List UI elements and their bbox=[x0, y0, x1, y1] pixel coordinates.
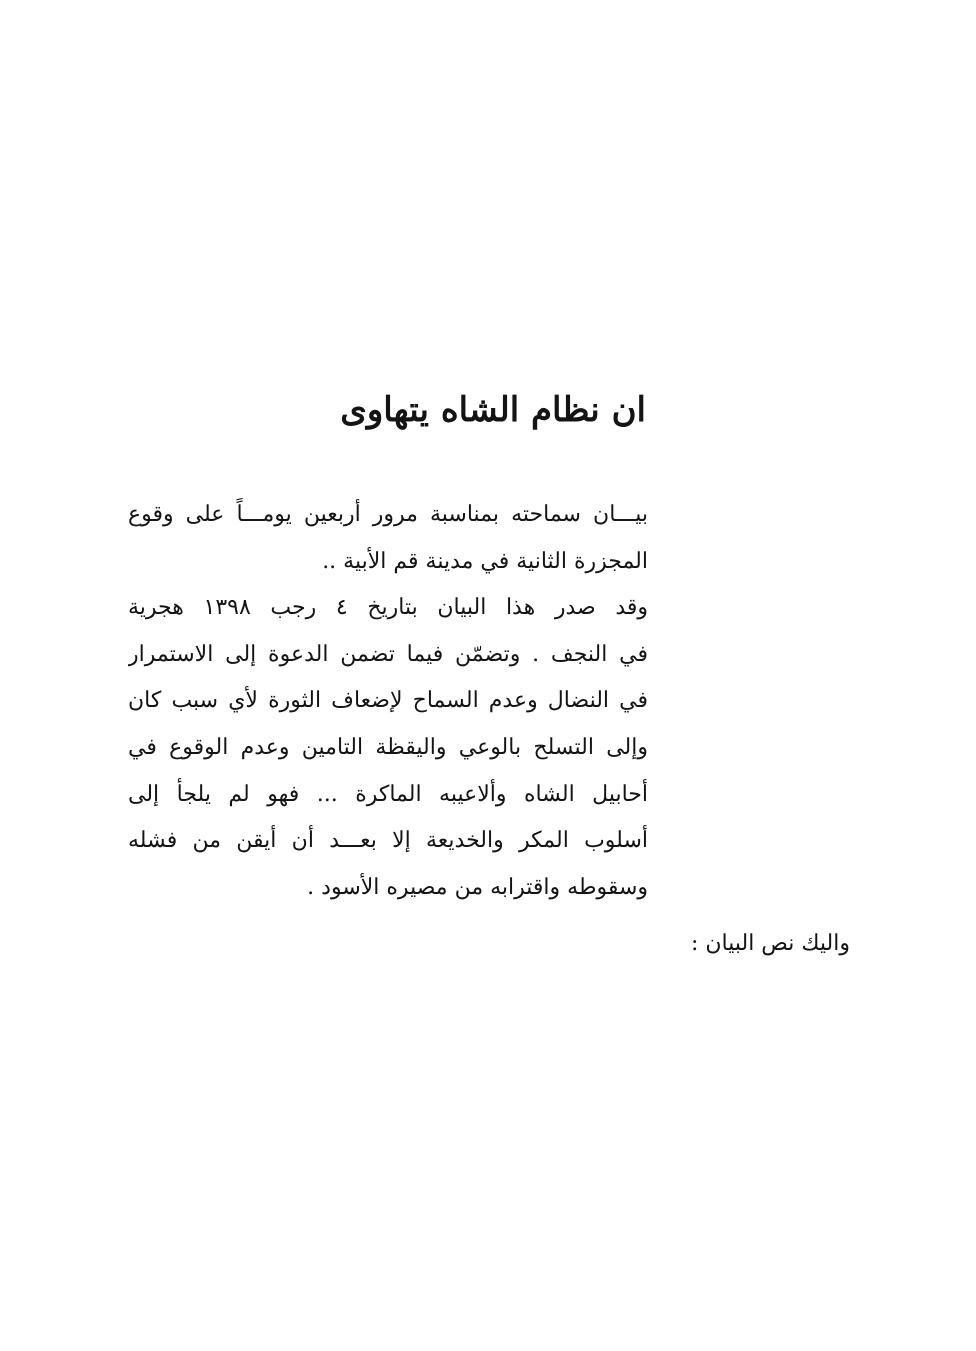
paragraph-line: في النضال وعدم السماح لإضعاف الثورة لأي سبب كان bbox=[128, 688, 648, 714]
page-title: ان نظام الشاه يتهاوى bbox=[340, 390, 646, 430]
paragraph-line: بيـــان سماحته بمناسبة مرور أربعين يومـــاً على وقوع bbox=[128, 502, 648, 527]
paragraph-line: في النجف . وتضمّن فيما تضمن الدعوة إلى الاستمرار bbox=[128, 641, 648, 667]
paragraph-line: وسقوطه واقترابه من مصيره الأسود . bbox=[307, 874, 648, 900]
statement-intro: واليك نص البيان : bbox=[690, 931, 850, 956]
paragraph-line: وقد صدر هذا البيان بتاريخ ٤ رجب ١٣٩٨ هجرية bbox=[128, 595, 648, 621]
paragraph-line: أسلوب المكر والخديعة إلا بعـــد أن أيقن من فشله bbox=[128, 828, 648, 854]
statement-paragraph bbox=[128, 492, 648, 911]
paragraph-line: وإلى التسلح بالوعي واليقظة التامين وعدم الوقوع في bbox=[128, 734, 648, 760]
paragraph-line: أحابيل الشاه وألاعيبه الماكرة ... فهو لم يلجأ إلى bbox=[128, 781, 648, 807]
paragraph-line: المجزرة الثانية في مدينة قم الأبية .. bbox=[322, 548, 648, 574]
